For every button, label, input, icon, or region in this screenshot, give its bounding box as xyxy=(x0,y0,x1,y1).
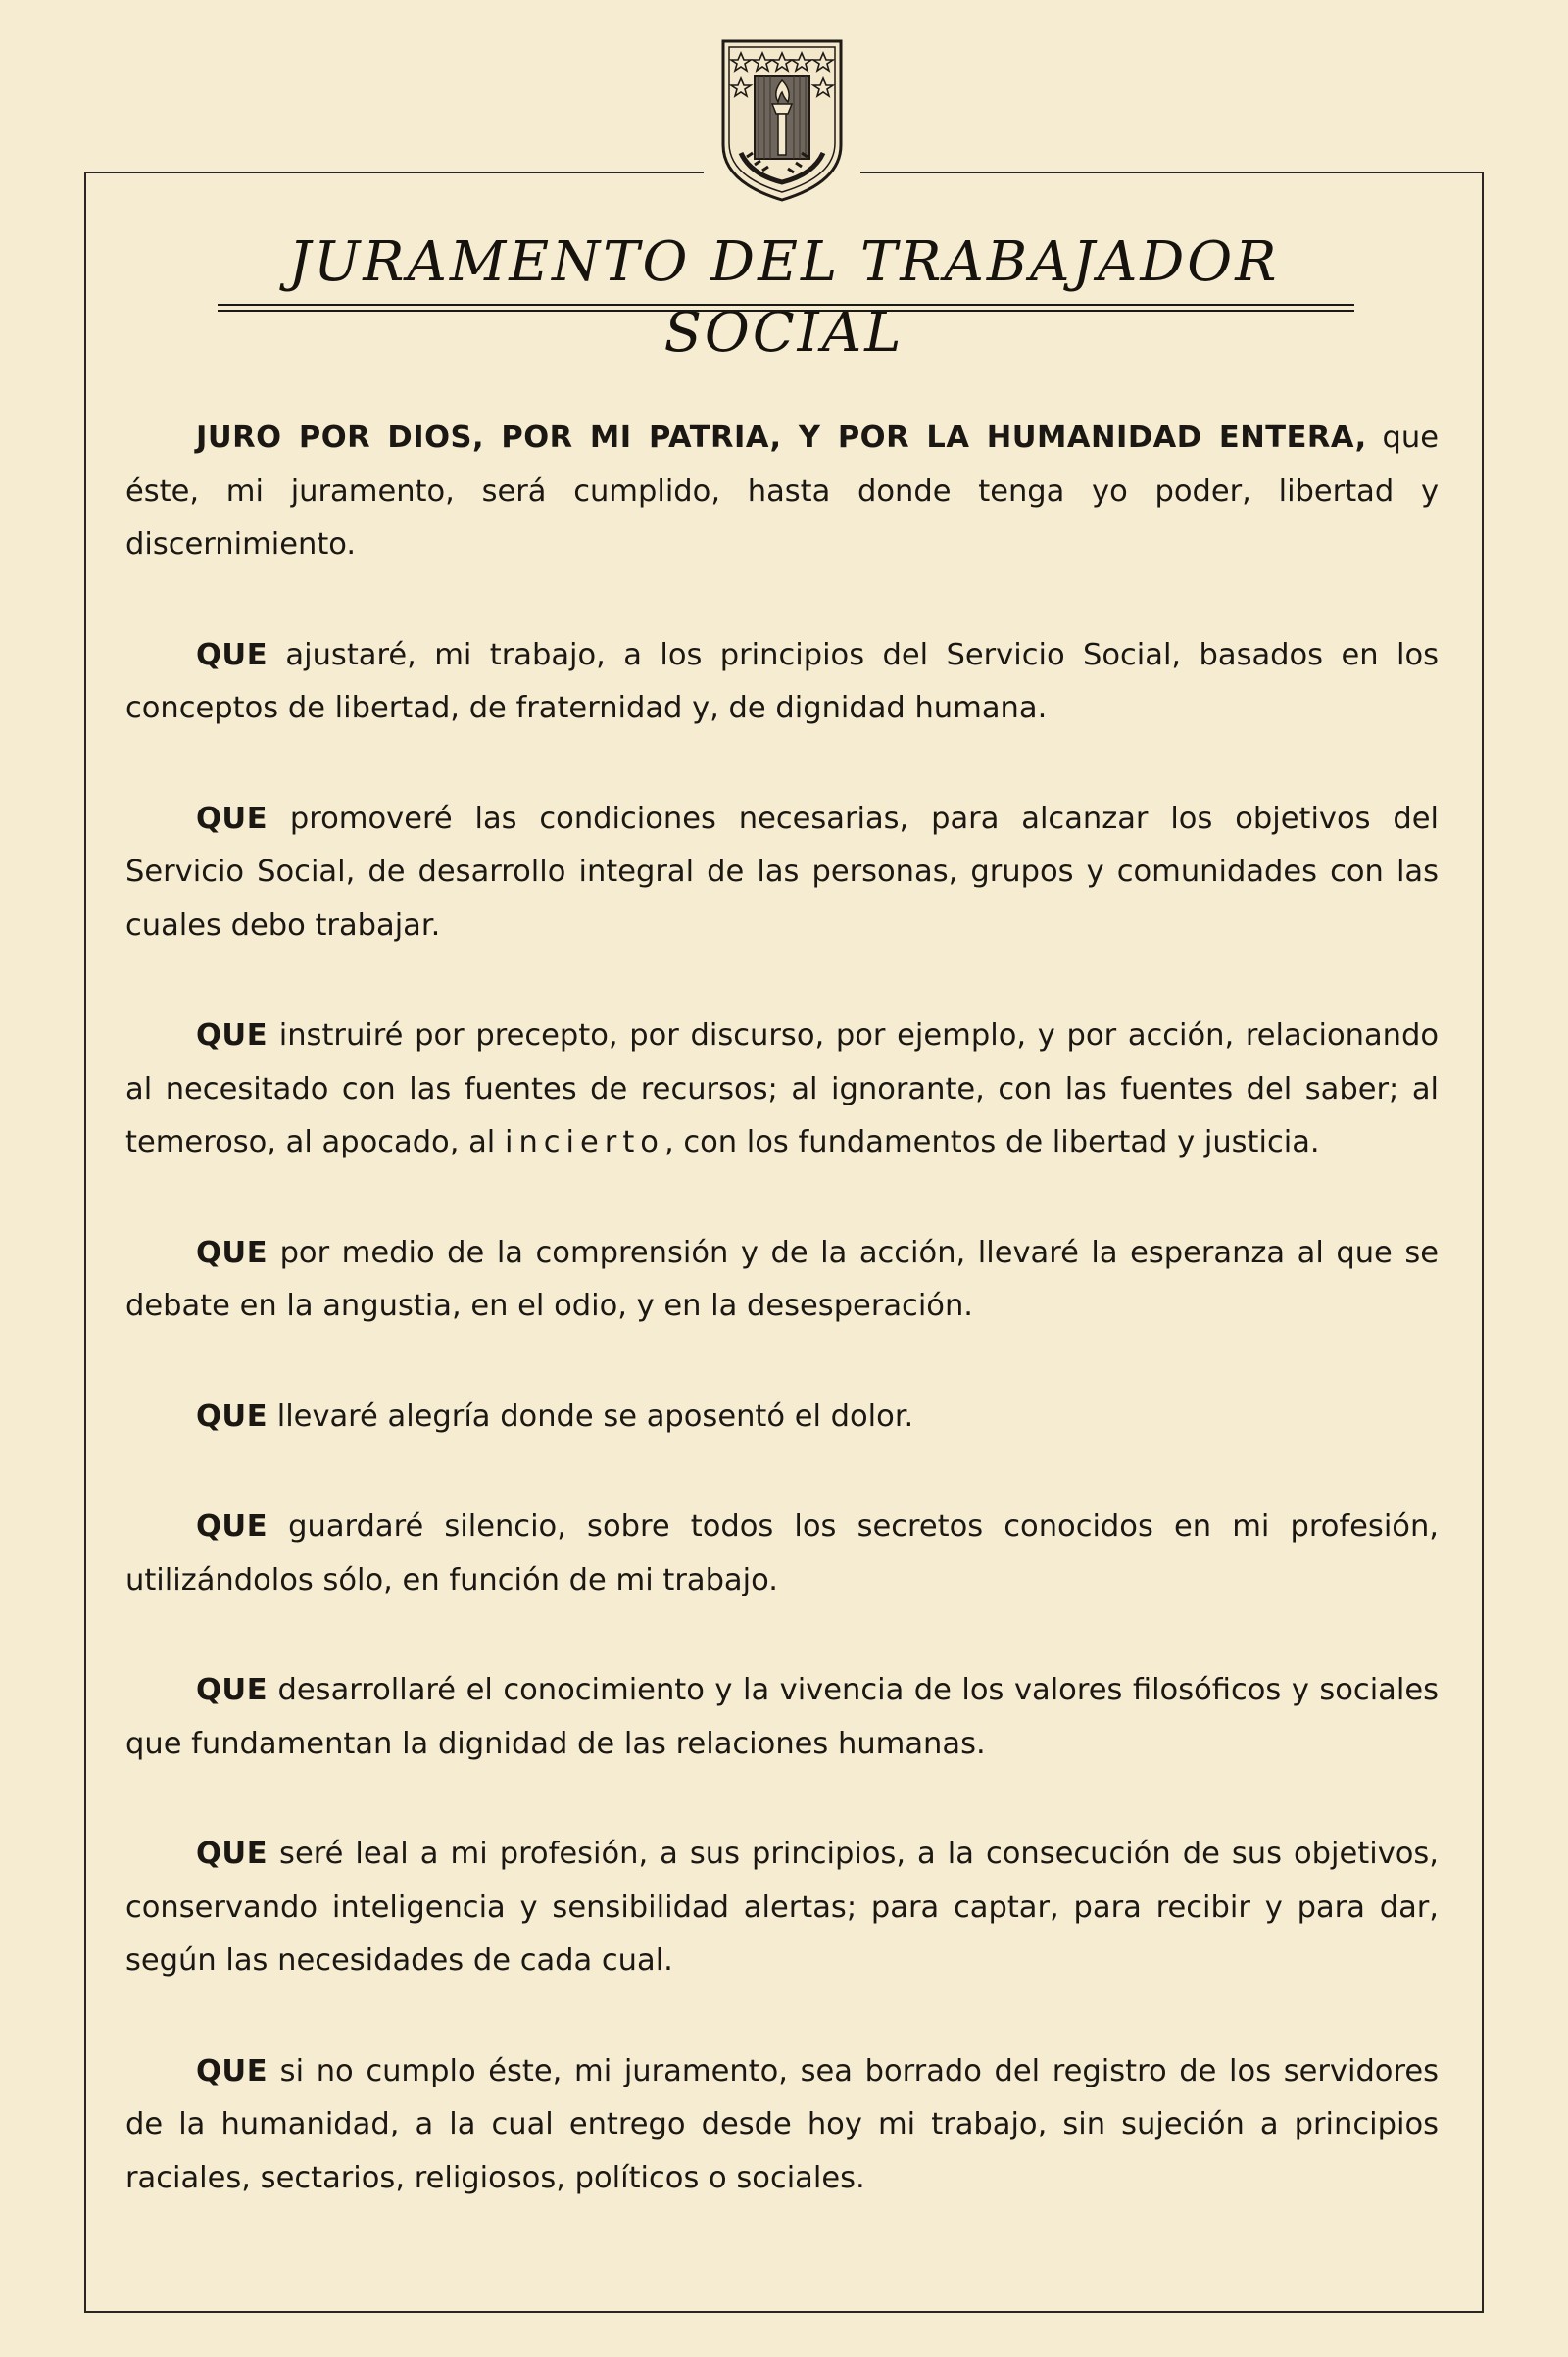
oath-paragraph-2: QUE ajustaré, mi trabajo, a los principios del Servicio Social, basados en los conceptos de libertad, de fraternidad y, de dignidad humana. xyxy=(125,637,1439,725)
emphasized-word: incierto xyxy=(504,1125,664,1159)
oath-paragraph-3: QUE promoveré las condiciones necesarias, para alcanzar los objetivos del Servicio Social, de desarrollo integral de las personas, grupos y comunidades con las cuales debo trabajar. xyxy=(125,801,1439,943)
oath-body xyxy=(125,412,1439,2262)
oath-paragraph-9: QUE seré leal a mi profesión, a sus principios, a la consecución de sus objetivos, conservando inteligencia y sensibilidad alertas; para captar, para recibir y para dar, según las necesidades de cada cual. xyxy=(125,1837,1439,1978)
oath-paragraph-8: QUE desarrollaré el conocimiento y la vivencia de los valores filosóficos y sociales que fundamentan la dignidad de las relaciones humanas. xyxy=(125,1673,1439,1761)
coat-of-arms-torch-icon xyxy=(717,35,847,204)
document-title: JURAMENTO DEL TRABAJADOR SOCIAL xyxy=(288,230,1280,365)
oath-paragraph-7: QUE guardaré silencio, sobre todos los secretos conocidos en mi profesión, utilizándolos sólo, en función de mi trabajo. xyxy=(125,1509,1439,1597)
oath-paragraph-5: QUE por medio de la comprensión y de la acción, llevaré la esperanza al que se debate en la angustia, en el odio, y en la desesperación. xyxy=(125,1235,1439,1323)
title-double-rule xyxy=(218,304,1354,312)
oath-paragraph-4: QUE instruiré por precepto, por discurso, por ejemplo, y por acción, relacionando al necesitado con las fuentes de recursos; al ignorante, con las fuentes del saber; al temeroso, al apocado, al incierto, con los fundamentos de libertad y justicia. xyxy=(125,1018,1439,1159)
oath-paragraph-1: JURO POR DIOS, POR MI PATRIA, Y POR LA HUMANIDAD ENTERA, que éste, mi juramento, será cumplido, hasta donde tenga yo poder, libertad y discernimiento. xyxy=(125,420,1439,562)
oath-paragraph-10: QUE si no cumplo éste, mi juramento, sea borrado del registro de los servidores de la humanidad, a la cual entrego desde hoy mi trabajo, sin sujeción a principios raciales, sectarios, religiosos, políticos o sociales. xyxy=(125,2053,1439,2195)
oath-paragraph-6: QUE llevaré alegría donde se aposentó el dolor. xyxy=(196,1399,914,1434)
